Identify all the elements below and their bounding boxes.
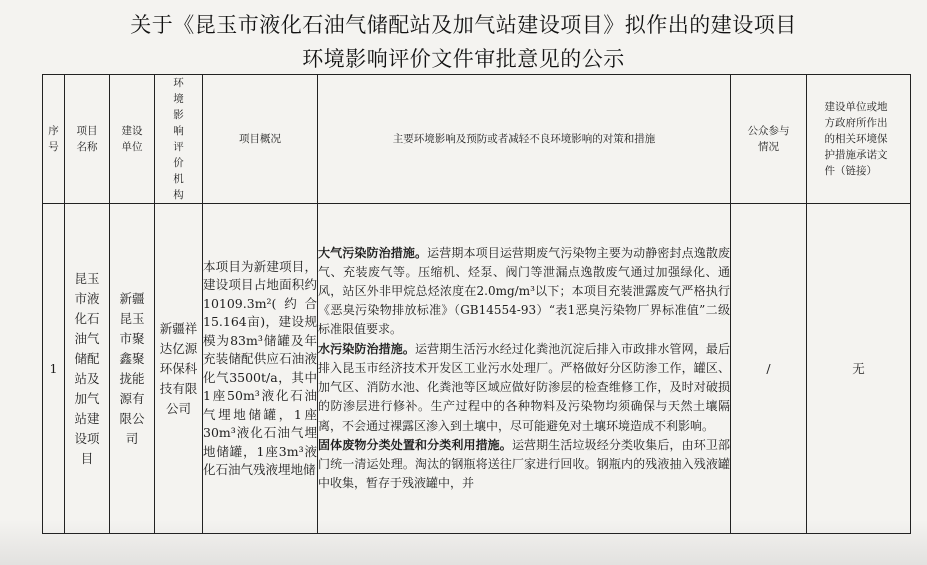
row-project-overview: 本项目为新建项目，建设项目占地面积约10109.3m²(约合15.164亩)，建设规模为83m³储罐及年充装储配供应石油液化气3500t/a，其中1座50m³液化石油气埋地储罐，1座30m³液化石油气埋地储罐，1座3m³液化石油气残液埋地储 <box>203 204 318 534</box>
header-seq: 序号 <box>43 75 65 204</box>
row-main-measures <box>318 204 731 534</box>
header-project-overview: 项目概况 <box>203 75 318 204</box>
table-row <box>43 204 911 534</box>
row-public-participation: / <box>731 204 807 534</box>
air-measures-text: 运营期本项目运营期废气污染物主要为动静密封点逸散废气、充装废气等。压缩机、烃泵、阀门等泄漏点逸散废气通过加强绿化、通风，站区外非甲烷总烃浓度在2.0mg/m³以下；本项目充装泄露废气严格执行《恶臭污染物排放标准》（GB14554-93）“表1恶臭污染物厂界标准值”二级标准限值要求。 <box>318 245 730 337</box>
table-header-row <box>43 75 911 204</box>
page-title-line2: 环境影响评价文件审批意见的公示 <box>302 47 625 71</box>
row-project-name: 昆玉市液化石油气储配站及加气站建设项目 <box>65 204 110 534</box>
row-construction-unit: 新疆昆玉市聚鑫聚拢能源有限公司 <box>110 204 155 534</box>
air-measures-title: 大气污染防治措施。 <box>318 245 428 260</box>
solid-waste-measures-title: 固体废物分类处置和分类利用措施。 <box>318 437 512 452</box>
water-measures-title: 水污染防治措施。 <box>318 341 415 356</box>
approval-table <box>42 74 911 534</box>
header-project-name: 项目名称 <box>65 75 110 204</box>
page-title-line1: 关于《昆玉市液化石油气储配站及加气站建设项目》拟作出的建设项目 <box>130 13 797 37</box>
row-seq: 1 <box>43 204 65 534</box>
header-commitment-docs: 建设单位或地方政府所作出的相关环境保护措施承诺文件（链接） <box>807 75 911 204</box>
solid-waste-measures-text: 运营期生活垃圾经分类收集后，由环卫部门统一清运处理。淘汰的钢瓶将送往厂家进行回收。钢瓶内的残液抽入残液罐中收集，暂存于残液罐中，并 <box>318 437 730 491</box>
header-public-participation: 公众参与情况 <box>731 75 807 204</box>
header-main-measures: 主要环境影响及预防或者减轻不良环境影响的对策和措施 <box>318 75 731 204</box>
header-eia-agency: 环境影响评价机构 <box>155 75 203 204</box>
water-measures-text: 运营期生活污水经过化粪池沉淀后排入市政排水管网，最后排入昆玉市经济技术开发区工业污水处理厂。严格做好分区防渗工作，罐区、加气区、消防水池、化粪池等区域应做好防渗层的检查维修工作，及时对破损的防渗层进行修补。生产过程中的各种物料及污染物均须确保与天然土壤隔离，不会通过裸露区渗入到土壤中，尽可能避免对土壤环境造成不利影响。 <box>318 341 730 433</box>
row-eia-agency: 新疆祥达亿源环保科技有限公司 <box>155 204 203 534</box>
row-commitment-docs: 无 <box>807 204 911 534</box>
header-construction-unit: 建设单位 <box>110 75 155 204</box>
